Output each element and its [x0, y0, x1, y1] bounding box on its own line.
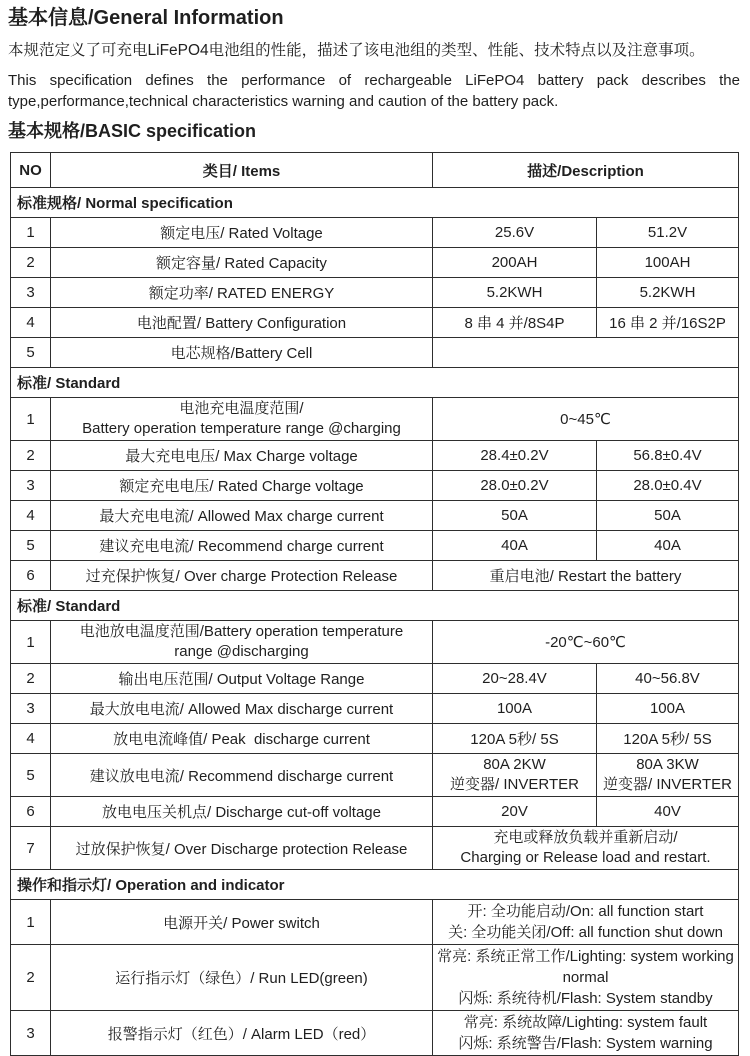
description-cell: 28.0±0.2V [433, 471, 597, 501]
item-cell: 额定电压/ Rated Voltage [51, 218, 433, 248]
specification-table [10, 152, 739, 1056]
item-cell: 电池充电温度范围/ Battery operation temperature range @charging [51, 398, 433, 441]
row-number-cell: 5 [11, 754, 51, 797]
item-cell: 额定容量/ Rated Capacity [51, 248, 433, 278]
row-number-cell: 4 [11, 724, 51, 754]
description-cell: 40A [433, 531, 597, 561]
description-cell: 5.2KWH [597, 278, 739, 308]
description-cell-merged: 重启电池/ Restart the battery [433, 561, 739, 591]
description-cell: 28.4±0.2V [433, 441, 597, 471]
description-cell: 28.0±0.4V [597, 471, 739, 501]
table-row [11, 501, 739, 531]
item-cell: 输出电压范围/ Output Voltage Range [51, 664, 433, 694]
table-row [11, 754, 739, 797]
description-cell: 40~56.8V [597, 664, 739, 694]
row-number-cell: 3 [11, 694, 51, 724]
table-row [11, 561, 739, 591]
row-number-cell: 2 [11, 248, 51, 278]
section-header-label: 标准规格/ Normal specification [11, 188, 739, 218]
description-cell-merged: 0~45℃ [433, 398, 739, 441]
section-header-row [11, 591, 739, 621]
column-header-description: 描述/Description [433, 153, 739, 188]
item-cell: 电芯规格/Battery Cell [51, 338, 433, 368]
row-number-cell: 1 [11, 218, 51, 248]
description-cell: 100A [597, 694, 739, 724]
row-number-cell: 4 [11, 308, 51, 338]
table-row [11, 1011, 739, 1056]
table-row [11, 900, 739, 945]
description-cell: 16 串 2 并/16S2P [597, 308, 739, 338]
row-number-cell: 1 [11, 398, 51, 441]
table-row [11, 338, 739, 368]
row-number-cell: 3 [11, 1011, 51, 1056]
table-row [11, 945, 739, 1011]
description-cell-merged: 常亮: 系统正常工作/Lighting: system working normal 闪烁: 系统待机/Flash: System standby [433, 945, 739, 1011]
item-cell: 额定充电电压/ Rated Charge voltage [51, 471, 433, 501]
description-cell: 56.8±0.4V [597, 441, 739, 471]
description-cell: 80A 2KW 逆变器/ INVERTER [433, 754, 597, 797]
description-cell-merged: 充电或释放负载并重新启动/ Charging or Release load and restart. [433, 827, 739, 870]
description-cell-merged [433, 338, 739, 368]
table-row [11, 531, 739, 561]
table-row [11, 694, 739, 724]
description-cell: 25.6V [433, 218, 597, 248]
row-number-cell: 5 [11, 338, 51, 368]
row-number-cell: 2 [11, 441, 51, 471]
row-number-cell: 6 [11, 561, 51, 591]
item-cell: 过放保护恢复/ Over Discharge protection Release [51, 827, 433, 870]
spec-table-body [11, 153, 739, 1056]
section-header-label: 标准/ Standard [11, 591, 739, 621]
section-header-row [11, 188, 739, 218]
description-cell: 40A [597, 531, 739, 561]
table-row [11, 398, 739, 441]
description-cell: 100A [433, 694, 597, 724]
table-row [11, 308, 739, 338]
row-number-cell: 1 [11, 900, 51, 945]
description-cell: 50A [433, 501, 597, 531]
table-header-row [11, 153, 739, 188]
page-title: 基本信息/General Information [8, 7, 284, 29]
item-cell: 最大放电电流/ Allowed Max discharge current [51, 694, 433, 724]
item-cell: 放电电流峰值/ Peak discharge current [51, 724, 433, 754]
table-row [11, 664, 739, 694]
table-row [11, 827, 739, 870]
column-header-items: 类目/ Items [51, 153, 433, 188]
description-cell: 120A 5秒/ 5S [597, 724, 739, 754]
table-row [11, 797, 739, 827]
description-cell: 50A [597, 501, 739, 531]
row-number-cell: 1 [11, 621, 51, 664]
row-number-cell: 2 [11, 945, 51, 1011]
description-cell: 100AH [597, 248, 739, 278]
table-row [11, 278, 739, 308]
description-cell: 40V [597, 797, 739, 827]
row-number-cell: 7 [11, 827, 51, 870]
item-cell: 建议放电电流/ Recommend discharge current [51, 754, 433, 797]
table-row [11, 621, 739, 664]
item-cell: 最大充电电压/ Max Charge voltage [51, 441, 433, 471]
item-cell: 电源开关/ Power switch [51, 900, 433, 945]
item-cell: 过充保护恢复/ Over charge Protection Release [51, 561, 433, 591]
description-cell: 51.2V [597, 218, 739, 248]
item-cell: 运行指示灯（绿色）/ Run LED(green) [51, 945, 433, 1011]
column-header-no: NO [11, 153, 51, 188]
row-number-cell: 2 [11, 664, 51, 694]
description-cell: 8 串 4 并/8S4P [433, 308, 597, 338]
table-row [11, 248, 739, 278]
table-row [11, 471, 739, 501]
description-cell-merged: 常亮: 系统故障/Lighting: system fault 闪烁: 系统警告/Flash: System warning [433, 1011, 739, 1056]
intro-paragraph-chinese: 本规范定义了可充电LiFePO4电池组的性能，描述了该电池组的类型、性能、技术特点以及注意事项。 [8, 42, 705, 59]
intro-paragraph-english: This specification defines the performance of rechargeable LiFePO4 battery pack describes the type,performance,technical characteristics warning and caution of the battery pack. [8, 72, 740, 110]
item-cell: 报警指示灯（红色）/ Alarm LED（red） [51, 1011, 433, 1056]
row-number-cell: 5 [11, 531, 51, 561]
table-row [11, 218, 739, 248]
row-number-cell: 3 [11, 471, 51, 501]
description-cell: 20~28.4V [433, 664, 597, 694]
table-row [11, 441, 739, 471]
table-row [11, 724, 739, 754]
section-header-row [11, 368, 739, 398]
section-header-row [11, 870, 739, 900]
description-cell-merged: -20℃~60℃ [433, 621, 739, 664]
item-cell: 放电电压关机点/ Discharge cut-off voltage [51, 797, 433, 827]
description-cell: 200AH [433, 248, 597, 278]
item-cell: 电池配置/ Battery Configuration [51, 308, 433, 338]
section-header-label: 操作和指示灯/ Operation and indicator [11, 870, 739, 900]
row-number-cell: 4 [11, 501, 51, 531]
item-cell: 额定功率/ RATED ENERGY [51, 278, 433, 308]
description-cell: 120A 5秒/ 5S [433, 724, 597, 754]
row-number-cell: 3 [11, 278, 51, 308]
description-cell-merged: 开: 全功能启动/On: all function start 关: 全功能关闭/Off: all function shut down [433, 900, 739, 945]
section-title-basic-specification: 基本规格/BASIC specification [8, 121, 257, 141]
description-cell: 20V [433, 797, 597, 827]
item-cell: 最大充电电流/ Allowed Max charge current [51, 501, 433, 531]
item-cell: 建议充电电流/ Recommend charge current [51, 531, 433, 561]
description-cell: 80A 3KW 逆变器/ INVERTER [597, 754, 739, 797]
item-cell: 电池放电温度范围/Battery operation temperature range @discharging [51, 621, 433, 664]
description-cell: 5.2KWH [433, 278, 597, 308]
row-number-cell: 6 [11, 797, 51, 827]
section-header-label: 标准/ Standard [11, 368, 739, 398]
